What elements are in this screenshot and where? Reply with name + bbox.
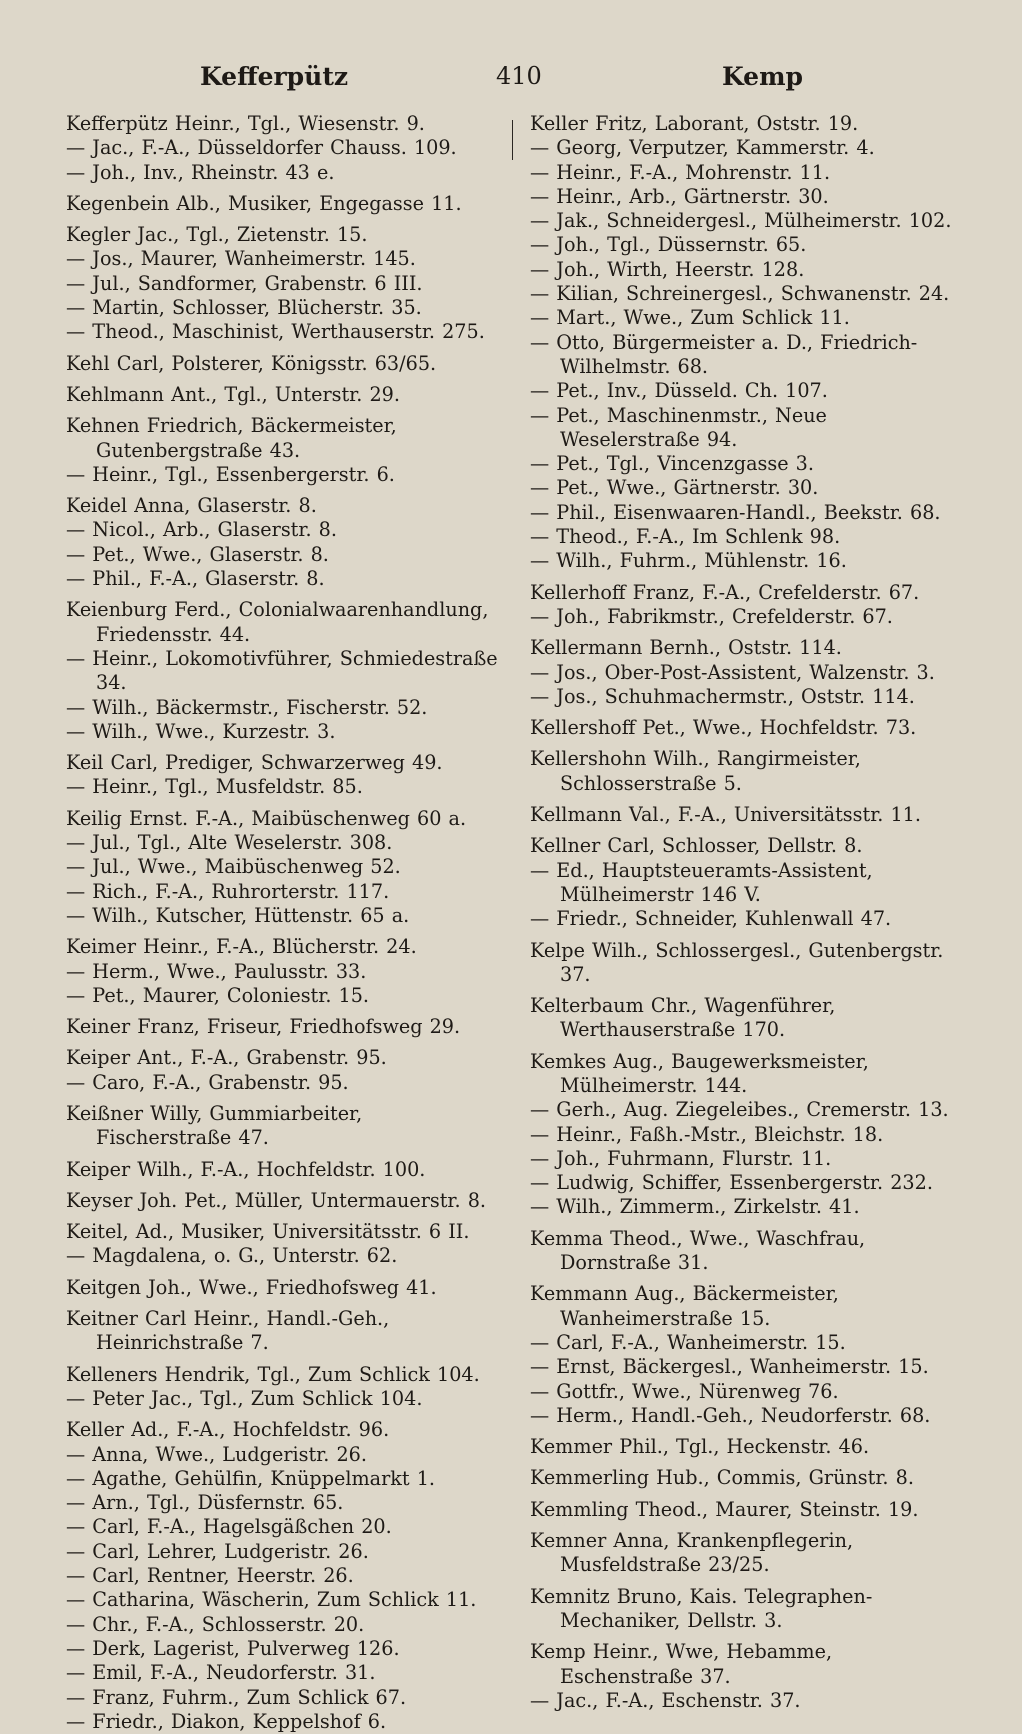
directory-entry: — Mart., Wwe., Zum Schlick 11. <box>530 306 850 330</box>
directory-entry: Kegler Jac., Tgl., Zietenstr. 15. <box>66 223 368 247</box>
directory-entry: — Pet., Wwe., Glaserstr. 8. <box>66 542 329 566</box>
directory-entry: Keller Fritz, Laborant, Oststr. 19. <box>530 112 859 135</box>
directory-entry: Keller Ad., F.-A., Hochfeldstr. 96. <box>66 1418 390 1442</box>
directory-entry: Kehnen Friedrich, Bäckermeister, Gutenbergstraße 43. <box>66 414 397 462</box>
column-divider <box>512 120 513 160</box>
header-right-keyword: Kemp <box>722 62 804 91</box>
page-number: 410 <box>496 62 542 90</box>
directory-entry: Keiner Franz, Friseur, Friedhofsweg 29. <box>66 1015 461 1039</box>
directory-entry: Keiper Ant., F.-A., Grabenstr. 95. <box>66 1046 387 1070</box>
directory-entry: Kemnitz Bruno, Kais. Telegraphen-Mechaniker, Dellstr. 3. <box>530 1584 873 1632</box>
directory-entry: — Nicol., Arb., Glaserstr. 8. <box>66 518 337 542</box>
directory-entry: — Franz, Fuhrm., Zum Schlick 67. <box>66 1685 407 1709</box>
directory-entry: — Joh., Fabrikmstr., Crefelderstr. 67. <box>530 604 893 628</box>
directory-entry: — Arn., Tgl., Düsfernstr. 65. <box>66 1491 344 1515</box>
directory-entry: Kemmer Phil., Tgl., Heckenstr. 46. <box>530 1435 870 1459</box>
directory-entry: — Wilh., Fuhrm., Mühlenstr. 16. <box>530 549 847 573</box>
directory-entry: — Jac., F.-A., Eschenstr. 37. <box>530 1688 801 1712</box>
directory-entry: — Heinr., Arb., Gärtnerstr. 30. <box>530 184 829 208</box>
directory-entry: Kellermann Bernh., Oststr. 114. <box>530 636 842 660</box>
directory-entry: — Emil, F.-A., Neudorferstr. 31. <box>66 1661 376 1685</box>
directory-entry: — Ed., Hauptsteueramts-Assistent, Mülheimerstr 146 V. <box>530 858 873 906</box>
page-header <box>0 62 1022 96</box>
directory-entry: Kegenbein Alb., Musiker, Engegasse 11. <box>66 191 462 215</box>
directory-entry: — Ernst, Bäckergesl., Wanheimerstr. 15. <box>530 1355 929 1379</box>
directory-entry: Kemner Anna, Krankenpflegerin, Musfeldstraße 23/25. <box>530 1529 854 1577</box>
directory-entry: Kellner Carl, Schlosser, Dellstr. 8. <box>530 834 863 858</box>
directory-entry: — Martin, Schlosser, Blücherstr. 35. <box>66 296 422 320</box>
directory-entry: Kellershoff Pet., Wwe., Hochfeldstr. 73. <box>530 716 917 740</box>
directory-entry: — Jos., Schuhmachermstr., Oststr. 114. <box>530 684 915 708</box>
directory-entry: — Carl, Rentner, Heerstr. 26. <box>66 1564 354 1588</box>
directory-entry: Kemmling Theod., Maurer, Steinstr. 19. <box>530 1497 919 1521</box>
directory-entry: — Pet., Maschinenmstr., Neue Weselerstraße 94. <box>530 403 827 451</box>
directory-entry: Keitel, Ad., Musiker, Universitätsstr. 6 II. <box>66 1220 470 1244</box>
directory-entry: — Agathe, Gehülfin, Knüppelmarkt 1. <box>66 1466 436 1490</box>
directory-entry: — Herm., Wwe., Paulusstr. 33. <box>66 959 367 983</box>
directory-entry: — Heinr., Lokomotivführer, Schmiedestraße 34. <box>66 646 498 695</box>
directory-entry: — Chr., F.-A., Schlosserstr. 20. <box>66 1612 365 1636</box>
right-column <box>530 112 968 1713</box>
directory-entry: Keienburg Ferd., Colonialwaarenhandlung, Friedensstr. 44. <box>66 598 489 646</box>
directory-entry: — Rich., F.-A., Ruhrorterstr. 117. <box>66 879 390 903</box>
directory-entry: Kemkes Aug., Baugewerksmeister, Mülheimerstr. 144. <box>530 1049 869 1097</box>
directory-entry: — Kilian, Schreinergesl., Schwanenstr. 24. <box>530 282 950 306</box>
directory-entry: — Heinr., Tgl., Musfeldstr. 85. <box>66 775 363 799</box>
directory-entry: — Joh., Wirth, Heerstr. 128. <box>530 257 805 281</box>
directory-entry: Keitgen Joh., Wwe., Friedhofsweg 41. <box>66 1275 437 1299</box>
directory-entry: — Jos., Maurer, Wanheimerstr. 145. <box>66 247 416 271</box>
directory-entry: — Wilh., Wwe., Kurzestr. 3. <box>66 719 336 743</box>
directory-entry: — Joh., Fuhrmann, Flurstr. 11. <box>530 1146 832 1170</box>
directory-entry: — Wilh., Bäckermstr., Fischerstr. 52. <box>66 695 428 719</box>
directory-entry: Kehlmann Ant., Tgl., Unterstr. 29. <box>66 382 400 406</box>
directory-entry: — Carl, F.-A., Hagelsgäßchen 20. <box>66 1515 392 1539</box>
directory-entry: — Jul., Tgl., Alte Weselerstr. 308. <box>66 831 393 855</box>
directory-entry: — Georg, Verputzer, Kammerstr. 4. <box>530 136 875 160</box>
directory-entry: — Phil., Eisenwaaren-Handl., Beekstr. 68. <box>530 500 941 524</box>
directory-entry: — Pet., Tgl., Vincenzgasse 3. <box>530 452 814 476</box>
directory-entry: — Carl, F.-A., Wanheimerstr. 15. <box>530 1330 846 1354</box>
directory-entry: Kelpe Wilh., Schlossergesl., Gutenbergstr. 37. <box>530 938 944 986</box>
directory-entry: Kellmann Val., F.-A., Universitätsstr. 11. <box>530 803 921 827</box>
left-column <box>66 112 504 1734</box>
directory-entry: — Peter Jac., Tgl., Zum Schlick 104. <box>66 1386 423 1410</box>
directory-entry: Kelleners Hendrik, Tgl., Zum Schlick 104. <box>66 1362 480 1386</box>
directory-entry: — Phil., F.-A., Glaserstr. 8. <box>66 567 325 591</box>
directory-entry: Kemp Heinr., Wwe, Hebamme, Eschenstraße 37. <box>530 1640 833 1688</box>
directory-entry: — Jul., Sandformer, Grabenstr. 6 III. <box>66 271 423 295</box>
directory-entry: — Joh., Inv., Rheinstr. 43 e. <box>66 160 335 184</box>
directory-entry: — Otto, Bürgermeister a. D., Friedrich-Wilhelmstr. 68. <box>530 330 918 378</box>
directory-entry: — Anna, Wwe., Ludgeristr. 26. <box>66 1442 367 1466</box>
directory-entry: Kemma Theod., Wwe., Waschfrau, Dornstraße 31. <box>530 1226 866 1275</box>
directory-entry: — Ludwig, Schiffer, Essenbergerstr. 232. <box>530 1171 933 1195</box>
directory-entry: Kemmerling Hub., Commis, Grünstr. 8. <box>530 1466 914 1490</box>
directory-entry: — Wilh., Zimmerm., Zirkelstr. 41. <box>530 1195 860 1219</box>
directory-entry: Keidel Anna, Glaserstr. 8. <box>66 494 317 518</box>
directory-entry: — Magdalena, o. G., Unterstr. 62. <box>66 1244 398 1268</box>
directory-entry: — Pet., Inv., Düsseld. Ch. 107. <box>530 379 828 403</box>
directory-entry: — Pet., Maurer, Coloniestr. 15. <box>66 983 370 1007</box>
directory-entry: — Jak., Schneidergesl., Mülheimerstr. 102. <box>530 209 952 233</box>
directory-entry: Keitner Carl Heinr., Handl.-Geh., Heinrichstraße 7. <box>66 1307 390 1355</box>
header-left-keyword: Kefferpütz <box>200 62 349 91</box>
directory-entry: Keißner Willy, Gummiarbeiter, Fischerstraße 47. <box>66 1101 363 1150</box>
directory-entry: — Pet., Wwe., Gärtnerstr. 30. <box>530 476 819 500</box>
directory-entry: — Gottfr., Wwe., Nürenweg 76. <box>530 1379 839 1403</box>
directory-entry: — Herm., Handl.-Geh., Neudorferstr. 68. <box>530 1403 931 1427</box>
directory-entry: — Wilh., Kutscher, Hüttenstr. 65 a. <box>66 903 410 927</box>
directory-entry: Keiper Wilh., F.-A., Hochfeldstr. 100. <box>66 1157 426 1181</box>
directory-entry: — Joh., Tgl., Düssernstr. 65. <box>530 233 807 257</box>
directory-entry: Kellerhoff Franz, F.-A., Crefelderstr. 67. <box>530 580 920 604</box>
directory-entry: Keimer Heinr., F.-A., Blücherstr. 24. <box>66 935 417 959</box>
directory-entry: — Jos., Ober-Post-Assistent, Walzenstr. 3. <box>530 660 935 684</box>
directory-entry: — Carl, Lehrer, Ludgeristr. 26. <box>66 1539 369 1563</box>
directory-entry: — Theod., F.-A., Im Schlenk 98. <box>530 525 841 549</box>
directory-entry: Keil Carl, Prediger, Schwarzerweg 49. <box>66 751 443 775</box>
directory-entry: — Gerh., Aug. Ziegeleibes., Cremerstr. 13. <box>530 1098 949 1122</box>
directory-entry: Keilig Ernst. F.-A., Maibüschenweg 60 a. <box>66 806 467 830</box>
directory-entry: Kehl Carl, Polsterer, Königsstr. 63/65. <box>66 351 437 375</box>
directory-entry: Kelterbaum Chr., Wagenführer, Werthauserstraße 170. <box>530 994 836 1042</box>
directory-entry: — Heinr., F.-A., Mohrenstr. 11. <box>530 160 831 184</box>
directory-entry: Kefferpütz Heinr., Tgl., Wiesenstr. 9. <box>66 112 425 135</box>
directory-entry: — Caro, F.-A., Grabenstr. 95. <box>66 1070 349 1094</box>
directory-entry: — Friedr., Diakon, Keppelshof 6. <box>66 1709 387 1733</box>
directory-entry: — Jac., F.-A., Düsseldorfer Chauss. 109. <box>66 136 457 160</box>
directory-entry: — Jul., Wwe., Maibüschenweg 52. <box>66 855 401 879</box>
directory-entry: — Friedr., Schneider, Kuhlenwall 47. <box>530 907 892 931</box>
directory-entry: — Catharina, Wäscherin, Zum Schlick 11. <box>66 1588 477 1612</box>
directory-entry: — Heinr., Tgl., Essenbergerstr. 6. <box>66 462 395 486</box>
directory-entry: — Theod., Maschinist, Werthauserstr. 275. <box>66 320 485 344</box>
directory-entry: — Derk, Lagerist, Pulverweg 126. <box>66 1636 400 1660</box>
directory-entry: — Heinr., Faßh.-Mstr., Bleichstr. 18. <box>530 1122 884 1146</box>
directory-entry: Kellershohn Wilh., Rangirmeister, Schlosserstraße 5. <box>530 747 861 795</box>
directory-entry: Kemmann Aug., Bäckermeister, Wanheimerstraße 15. <box>530 1282 839 1330</box>
directory-entry: Keyser Joh. Pet., Müller, Untermauerstr. 8. <box>66 1188 487 1212</box>
